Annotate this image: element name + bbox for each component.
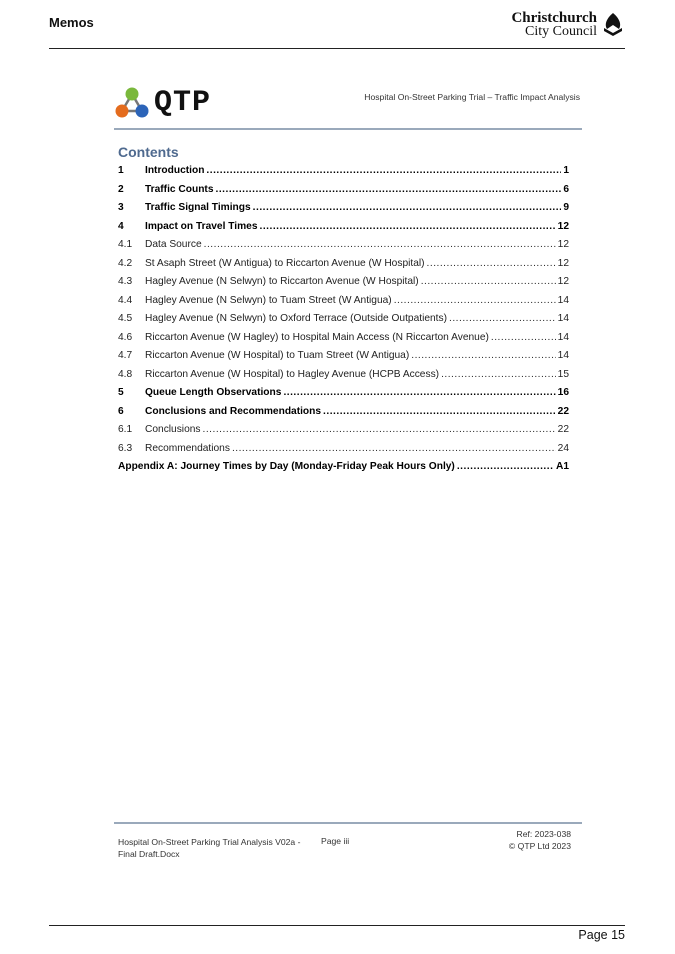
toc-dot-leader [204, 239, 556, 250]
contents-heading: Contents [118, 144, 179, 160]
toc-entry[interactable] [118, 313, 569, 332]
toc-dot-leader [441, 369, 556, 380]
toc-entry-number: 4.6 [118, 331, 133, 343]
toc-entry-page: 12 [557, 239, 569, 250]
toc-entry-title: Impact on Travel Times [145, 220, 258, 232]
toc-entry-number: 2 [118, 183, 124, 195]
toc-entry[interactable] [118, 221, 569, 240]
toc-appendix-entry[interactable] [118, 461, 569, 480]
toc-dot-leader [206, 165, 561, 176]
toc-entry-number: 4.2 [118, 257, 133, 269]
toc-entry[interactable] [118, 276, 569, 295]
toc-entry-number: 6.3 [118, 442, 133, 454]
toc-entry[interactable] [118, 332, 569, 351]
toc-entry[interactable] [118, 239, 569, 258]
council-name-line2: City Council [525, 24, 597, 39]
toc-entry-number: 4.8 [118, 368, 133, 380]
report-header-title: Hospital On-Street Parking Trial – Traffic Impact Analysis [364, 92, 580, 102]
footer-filename-line2: Final Draft.Docx [118, 849, 180, 859]
footer-filename [118, 836, 308, 860]
toc-entry-page: 9 [563, 202, 569, 213]
toc-dot-leader [457, 461, 554, 472]
toc-entry-page: 24 [557, 442, 569, 454]
council-emblem-icon [601, 12, 625, 38]
toc-entry-page: 16 [557, 387, 569, 398]
toc-entry-page: 1 [563, 165, 569, 176]
toc-dot-leader [421, 276, 556, 287]
qtp-logo-text: QTP [154, 86, 212, 120]
header-rule [114, 128, 582, 130]
toc-entry-title: Appendix A: Journey Times by Day (Monday-Friday Peak Hours Only) [118, 461, 455, 472]
memo-header-label: Memos [49, 15, 94, 30]
footer-page-label: Page iii [321, 836, 350, 846]
molecule-icon [114, 86, 150, 120]
toc-dot-leader [253, 202, 562, 213]
toc-entry-page: 12 [557, 276, 569, 287]
toc-entry[interactable] [118, 369, 569, 388]
toc-entry[interactable] [118, 387, 569, 406]
toc-entry-title: Riccarton Avenue (W Hagley) to Hospital Main Access (N Riccarton Avenue) [145, 331, 489, 343]
toc-entry-page: 15 [557, 368, 569, 380]
toc-entry[interactable] [118, 443, 569, 462]
toc-dot-leader [323, 406, 556, 417]
toc-entry-page: 12 [557, 220, 569, 232]
toc-entry-page: 22 [557, 424, 569, 435]
toc-entry-title: Hagley Avenue (N Selwyn) to Riccarton Avenue (W Hospital) [145, 276, 419, 287]
qtp-logo [114, 86, 211, 120]
council-name-line1: Christchurch [511, 10, 597, 26]
toc-entry-title: Traffic Signal Timings [145, 202, 251, 213]
toc-entry-number: 4.7 [118, 350, 133, 361]
toc-entry[interactable] [118, 184, 569, 203]
toc-entry-title: Conclusions [145, 424, 201, 435]
footer-copyright: © QTP Ltd 2023 [508, 841, 571, 851]
toc-dot-leader [491, 332, 556, 343]
toc-dot-leader [283, 387, 555, 398]
toc-entry[interactable] [118, 258, 569, 277]
toc-dot-leader [232, 443, 556, 454]
toc-dot-leader [449, 313, 556, 324]
toc-entry-title: Hagley Avenue (N Selwyn) to Tuam Street (W Antigua) [145, 294, 392, 306]
toc-entry-title: Conclusions and Recommendations [145, 405, 322, 417]
toc-entry-title: Queue Length Observations [145, 387, 282, 398]
page-number: Page 15 [578, 928, 625, 942]
toc-entry-number: 4.4 [118, 294, 133, 306]
christchurch-council-logo [511, 11, 625, 39]
toc-entry-number: 4.1 [118, 239, 133, 250]
toc-entry-page: 22 [557, 405, 569, 417]
toc-dot-leader [260, 221, 556, 232]
toc-dot-leader [394, 295, 556, 306]
toc-entry[interactable] [118, 295, 569, 314]
bottom-divider [49, 925, 625, 926]
table-of-contents [118, 165, 569, 480]
toc-entry-page: 14 [557, 294, 569, 306]
toc-entry-title: Introduction [145, 165, 205, 176]
toc-entry-title: Data Source [145, 239, 202, 250]
toc-entry-page: 12 [557, 257, 569, 269]
footer-reference [509, 828, 571, 852]
toc-entry-number: 3 [118, 202, 124, 213]
toc-entry-page: 14 [557, 350, 569, 361]
footer-filename-line1: Hospital On-Street Parking Trial Analysis V02a - [118, 837, 301, 847]
toc-entry-page: A1 [555, 461, 569, 472]
toc-dot-leader [216, 184, 562, 195]
toc-entry-page: 14 [557, 331, 569, 343]
toc-dot-leader [427, 258, 556, 269]
top-divider [49, 48, 625, 49]
toc-entry[interactable] [118, 202, 569, 221]
toc-entry-number: 6.1 [118, 424, 133, 435]
toc-entry-title: Riccarton Avenue (W Hospital) to Tuam Street (W Antigua) [145, 350, 410, 361]
toc-entry-number: 6 [118, 405, 124, 417]
toc-entry-number: 5 [118, 387, 124, 398]
toc-entry[interactable] [118, 350, 569, 369]
toc-entry-page: 14 [557, 313, 569, 324]
toc-entry-number: 4.3 [118, 276, 133, 287]
toc-entry-title: Hagley Avenue (N Selwyn) to Oxford Terrace (Outside Outpatients) [145, 313, 447, 324]
toc-entry[interactable] [118, 406, 569, 425]
toc-entry-title: St Asaph Street (W Antigua) to Riccarton Avenue (W Hospital) [145, 257, 425, 269]
toc-entry-number: 4 [118, 220, 124, 232]
toc-entry-number: 4.5 [118, 313, 133, 324]
toc-entry-title: Traffic Counts [145, 183, 214, 195]
toc-dot-leader [411, 350, 555, 361]
toc-entry[interactable] [118, 424, 569, 443]
toc-dot-leader [203, 424, 556, 435]
toc-entry[interactable] [118, 165, 569, 184]
toc-entry-title: Recommendations [145, 442, 230, 454]
toc-entry-page: 6 [563, 183, 569, 195]
toc-entry-number: 1 [118, 165, 124, 176]
footer-ref: Ref: 2023-038 [516, 829, 571, 839]
footer-rule [114, 822, 582, 824]
toc-entry-title: Riccarton Avenue (W Hospital) to Hagley Avenue (HCPB Access) [145, 368, 440, 380]
